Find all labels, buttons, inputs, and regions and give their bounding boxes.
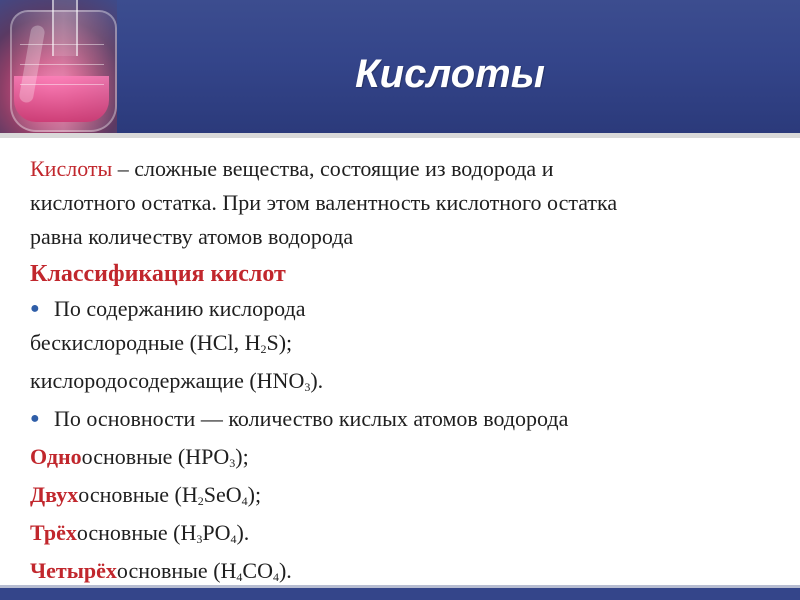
basicity-suffix: ). bbox=[236, 520, 250, 545]
flask-mark-line bbox=[20, 84, 104, 85]
formula-subscript: 4 bbox=[236, 570, 243, 584]
basicity-suffix: ); bbox=[235, 444, 249, 469]
definition-term: Кислоты bbox=[30, 156, 113, 181]
definition-line: равна количеству атомов водорода bbox=[30, 224, 354, 249]
formula-middle: CO bbox=[242, 558, 273, 583]
formula-subscript: 3 bbox=[229, 456, 236, 470]
basicity-prefix: Трёх bbox=[30, 520, 77, 545]
classification-heading: Классификация кислот bbox=[30, 261, 286, 287]
formula-middle: PO bbox=[202, 520, 231, 545]
basicity-prefix: Четырёх bbox=[30, 558, 117, 583]
basicity-prefix: Двух bbox=[30, 482, 79, 507]
slide-content bbox=[30, 152, 780, 588]
formula-subscript: 4 bbox=[272, 570, 279, 584]
basicity-classification-heading: По основности — количество кислых атомов водорода bbox=[54, 406, 569, 431]
bullet-dot-icon: ● bbox=[30, 410, 40, 427]
basicity-line bbox=[30, 516, 780, 550]
formula-subscript: 3 bbox=[196, 532, 203, 546]
oxygen-classification-item bbox=[30, 292, 780, 326]
oxygen-containing-acids-line bbox=[30, 364, 780, 398]
title-bar bbox=[0, 0, 800, 133]
oxygen-free-acids-suffix: S); bbox=[266, 330, 293, 355]
basicity-classification-item bbox=[30, 402, 780, 436]
footer-bar bbox=[0, 588, 800, 600]
basicity-line bbox=[30, 440, 780, 474]
oxygen-classification-heading: По содержанию кислорода bbox=[54, 296, 306, 321]
formula-middle: SeO bbox=[203, 482, 242, 507]
formula-subscript: 2 bbox=[197, 494, 204, 508]
definition-line bbox=[30, 152, 750, 186]
oxygen-free-acids-text: бескислородные (HCl, H bbox=[30, 330, 261, 355]
basicity-prefix: Одно bbox=[30, 444, 82, 469]
definition-paragraph bbox=[30, 152, 750, 254]
title-bar-divider bbox=[0, 133, 800, 138]
flask-neck bbox=[52, 0, 78, 56]
definition-line: кислотного остатка. При этом валентность кислотного остатка bbox=[30, 190, 618, 215]
basicity-text: основные (H bbox=[76, 520, 197, 545]
basicity-suffix: ). bbox=[278, 558, 292, 583]
formula-subscript: 4 bbox=[241, 494, 248, 508]
basicity-suffix: ); bbox=[247, 482, 262, 507]
bullet-dot-icon: ● bbox=[30, 300, 40, 317]
formula-subscript: 3 bbox=[304, 380, 311, 394]
oxygen-containing-acids-suffix: ). bbox=[310, 368, 324, 393]
oxygen-containing-acids-text: кислородосодержащие (HNO bbox=[30, 368, 305, 393]
oxygen-free-acids-line bbox=[30, 326, 780, 360]
flask-image bbox=[0, 0, 117, 133]
slide-title: Кислоты bbox=[355, 52, 545, 96]
basicity-text: основные (H bbox=[78, 482, 198, 507]
basicity-line bbox=[30, 478, 780, 512]
basicity-text: основные (H bbox=[116, 558, 237, 583]
flask-mark-line bbox=[20, 64, 104, 65]
basicity-line bbox=[30, 554, 780, 588]
flask-mark-line bbox=[20, 44, 104, 45]
formula-subscript: 2 bbox=[260, 342, 267, 356]
definition-text: – сложные вещества, состоящие из водорода и bbox=[112, 156, 554, 181]
basicity-text: основные (HPO bbox=[81, 444, 230, 469]
formula-subscript: 4 bbox=[230, 532, 237, 546]
